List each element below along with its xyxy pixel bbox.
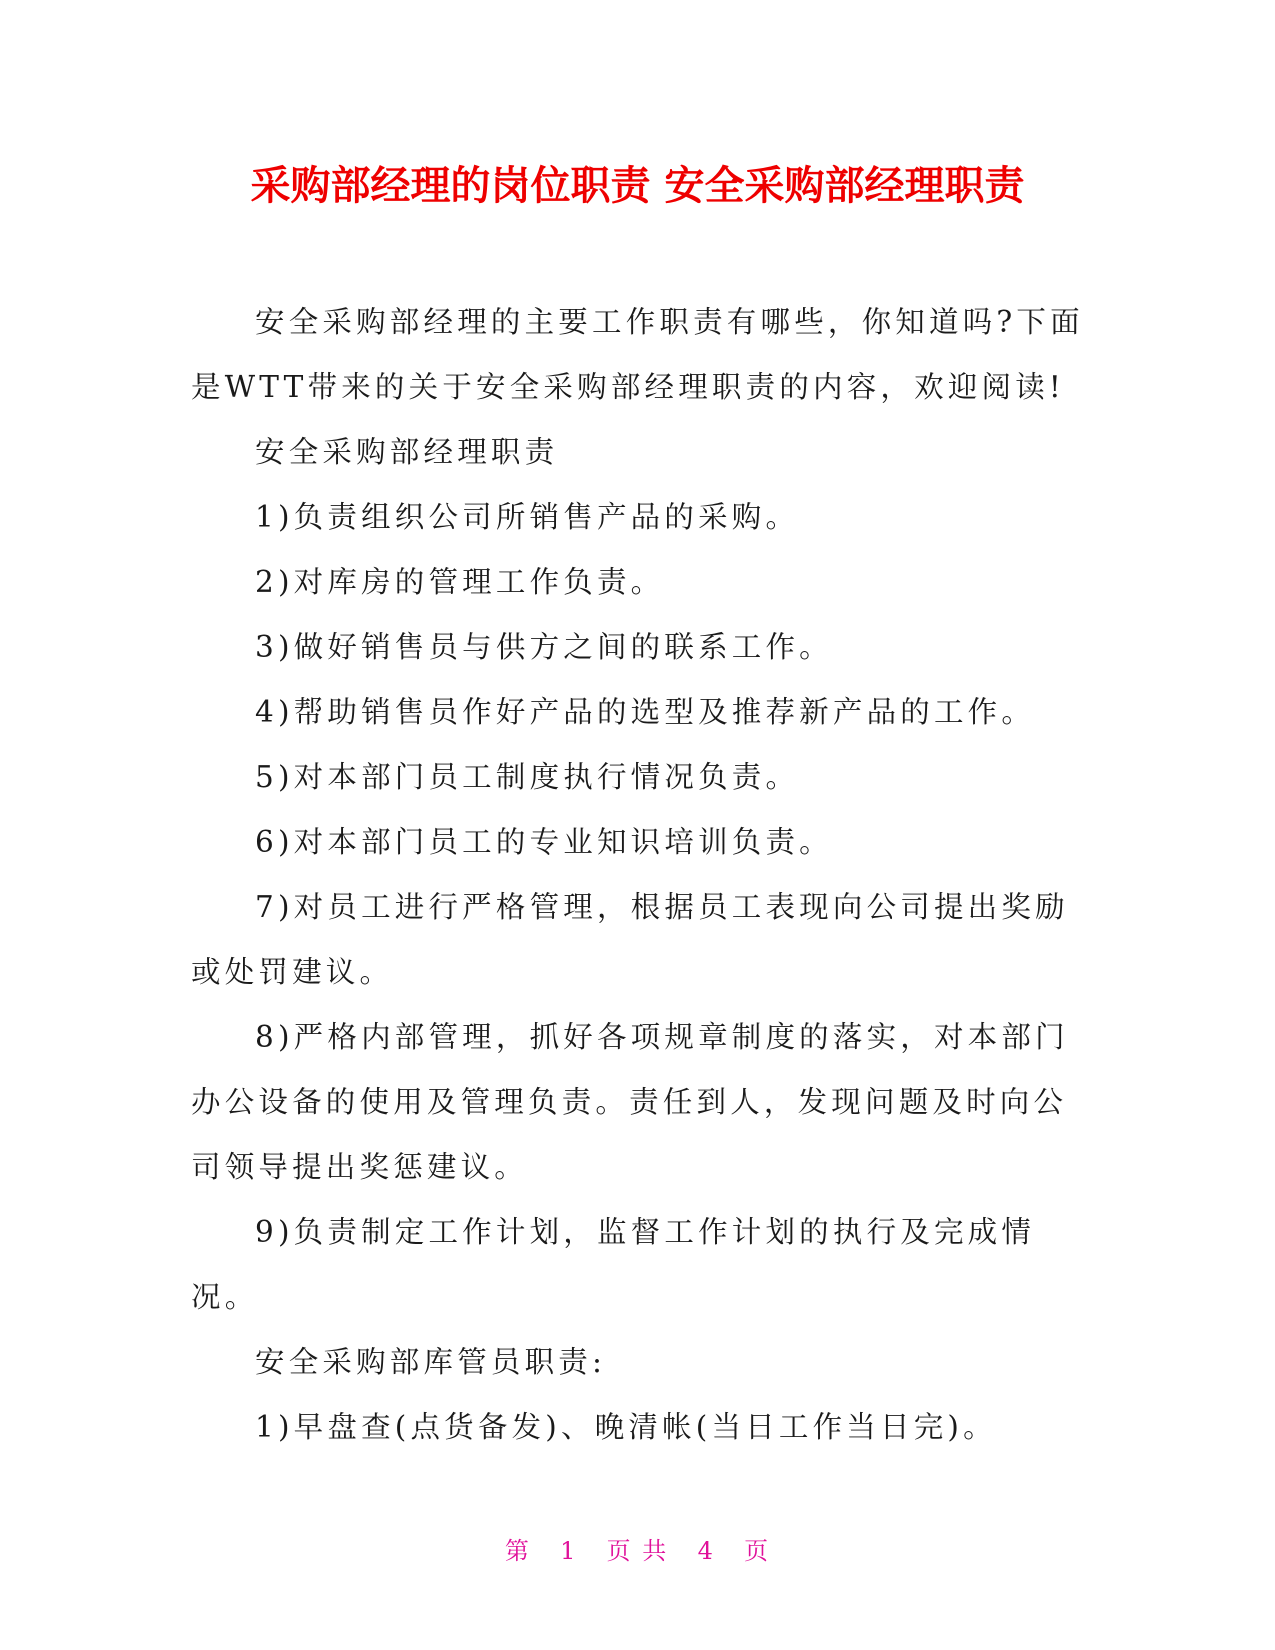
list-item: 3)做好销售员与供方之间的联系工作。 [255, 630, 833, 664]
list-item: 4)帮助销售员作好产品的选型及推荐新产品的工作。 [255, 695, 1036, 729]
current-page-number: 1 [560, 1537, 578, 1565]
list-item: 2)对库房的管理工作负责。 [255, 565, 665, 599]
footer-suffix: 页 [744, 1537, 771, 1565]
document-title: 采购部经理的岗位职责 安全采购部经理职责 [250, 163, 1025, 209]
list-item: 8)严格内部管理，抓好各项规章制度的落实，对本部门办公设备的使用及管理负责。责任到人，发现问题及时向公司领导提出奖惩建议。 [191, 1020, 1069, 1184]
list-item: 9)负责制定工作计划，监督工作计划的执行及完成情况。 [191, 1215, 1036, 1314]
page-footer [0, 1536, 1275, 1566]
footer-middle: 页 共 [606, 1537, 669, 1565]
total-pages-number: 4 [697, 1537, 715, 1565]
list-item: 7)对员工进行严格管理，根据员工表现向公司提出奖励或处罚建议。 [191, 890, 1069, 989]
list-item: 5)对本部门员工制度执行情况负责。 [255, 760, 800, 794]
list-item: 1)早盘查(点货备发)、晚清帐(当日工作当日完)。 [255, 1410, 997, 1444]
paragraph-intro: 安全采购部经理的主要工作职责有哪些，你知道吗?下面是WTT带来的关于安全采购部经理职责的内容，欢迎阅读! [191, 305, 1084, 404]
document-body [191, 290, 1091, 1460]
list-item: 1)负责组织公司所销售产品的采购。 [255, 500, 800, 534]
section-heading-warehouse-duties: 安全采购部库管员职责: [255, 1345, 607, 1379]
footer-prefix: 第 [504, 1537, 531, 1565]
section-heading-manager-duties: 安全采购部经理职责 [255, 435, 559, 469]
list-item: 6)对本部门员工的专业知识培训负责。 [255, 825, 833, 859]
